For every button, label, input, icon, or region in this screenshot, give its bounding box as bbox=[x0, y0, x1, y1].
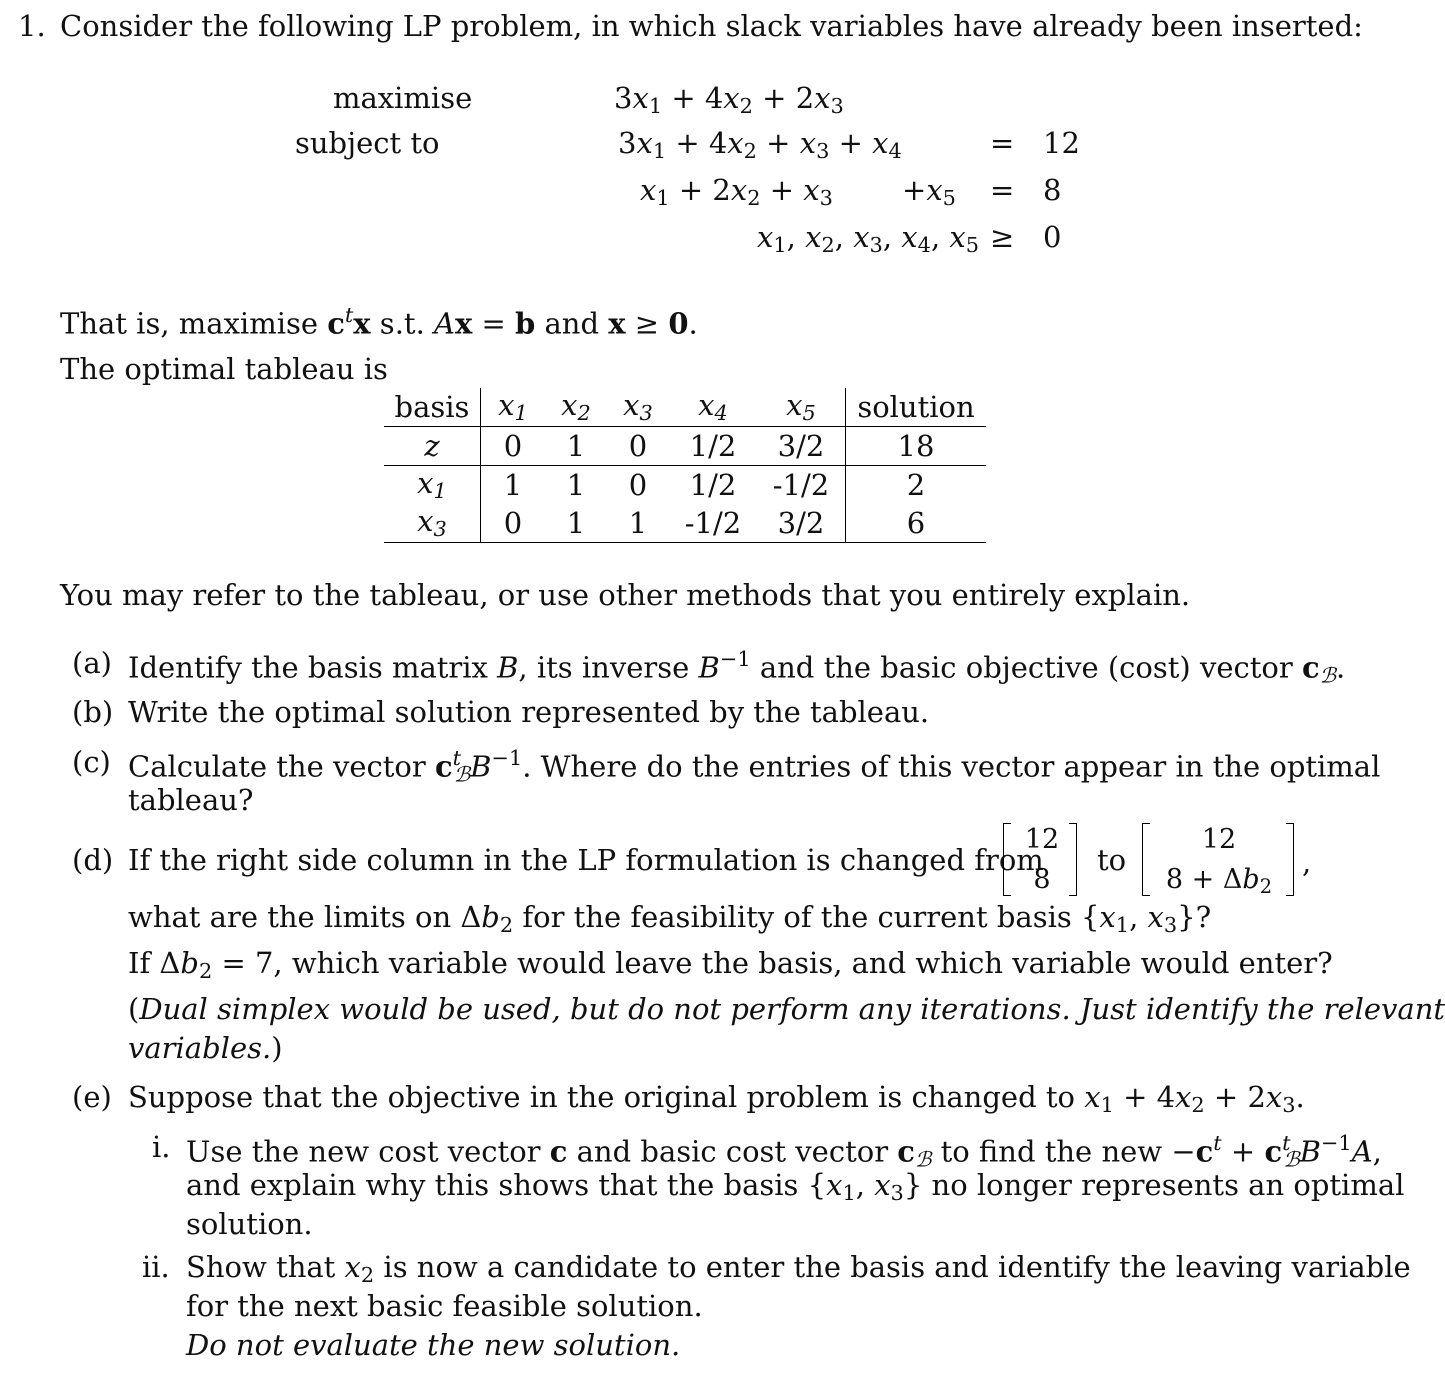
part-c-text: Calculate the vector $c^t_ℬB^{-1}$. Where do the entries of this vector appear in the optimal bbox=[128, 746, 1381, 787]
tableau-header-x1: $x_1$ bbox=[481, 388, 546, 427]
part-e-i-text-line3: solution. bbox=[186, 1207, 313, 1241]
right-bracket bbox=[1069, 823, 1077, 896]
left-bracket bbox=[1003, 823, 1011, 896]
tableau-header-x3: $x_3$ bbox=[607, 388, 669, 427]
constraint-2-rel: = bbox=[990, 173, 1015, 207]
part-e-i-text: Use the new cost vector c and basic cost vector $c_ℬ$ to find the new $-c^t + c^t_ℬB^{-1}A$, bbox=[186, 1131, 1382, 1172]
part-d-label: (d) bbox=[72, 843, 114, 877]
tableau-cell: 0 bbox=[607, 427, 669, 466]
tableau-cell: 2 bbox=[906, 468, 926, 502]
dual-simplex-note-line1: Dual simplex would be used, but do not perform any iterations. Just identify the relevant bbox=[139, 992, 1445, 1026]
part-e-label: (e) bbox=[72, 1080, 112, 1114]
tableau-cell: 0 bbox=[481, 427, 546, 466]
tableau-cell: 1 bbox=[503, 468, 523, 502]
tableau-cell: 6 bbox=[846, 504, 987, 543]
constraint-1-rhs: 12 bbox=[1043, 126, 1080, 160]
part-c-text-line2: tableau? bbox=[128, 783, 254, 817]
tableau-cell: 18 bbox=[846, 427, 987, 466]
question-number: 1. bbox=[18, 9, 46, 43]
part-e-text: Suppose that the objective in the original problem is changed to $x_1 + 4x_2 + 2x_3$. bbox=[128, 1080, 1305, 1118]
part-c-label: (c) bbox=[72, 745, 111, 779]
tableau-header-x4: $x_4$ bbox=[669, 388, 757, 427]
part-a-label: (a) bbox=[72, 646, 112, 680]
constraint-2-rhs: 8 bbox=[1043, 173, 1062, 207]
part-d-text: If the right side column in the LP formulation is changed from bbox=[128, 843, 1044, 877]
tableau-header-solution: solution bbox=[846, 388, 987, 427]
nonnegativity-rel: ≥ bbox=[990, 220, 1015, 254]
part-e-ii-text-line2: for the next basic feasible solution. bbox=[186, 1289, 703, 1323]
part-d-to: to bbox=[1097, 843, 1127, 877]
part-a-text: Identify the basis matrix B, its inverse $B^{-1}$ and the basic objective (cost) vector $c_ℬ$. bbox=[128, 647, 1346, 688]
part-d-text-line3: If $\Delta b_2 = 7$, which variable would leave the basis, and which variable would enter? bbox=[128, 946, 1333, 984]
tableau-cell: 1 bbox=[545, 427, 607, 466]
vector-original-bottom: 8 bbox=[1033, 864, 1051, 895]
constraint-2-slack: $+x_5$ bbox=[902, 173, 956, 211]
tableau-cell: 3/2 bbox=[757, 504, 846, 543]
question-intro: Consider the following LP problem, in which slack variables have already been inserted: bbox=[60, 9, 1363, 43]
vector-new-bottom: $8 + \Delta b_2$ bbox=[1165, 864, 1273, 898]
objective-expression: $3x_1 + 4x_2 + 2x_3$ bbox=[614, 81, 844, 119]
constraint-2-lhs: $x_1 + 2x_2 + x_3$ bbox=[640, 173, 833, 211]
comma: , bbox=[1302, 845, 1312, 879]
left-bracket bbox=[1142, 823, 1150, 896]
part-e-i-text-line2: and explain why this shows that the basis {$x_1$, $x_3$} no longer represents an optimal bbox=[186, 1168, 1405, 1206]
dual-simplex-note: (Dual simplex would be used, but do not perform any iterations. Just identify the relevant bbox=[128, 992, 1445, 1026]
tableau-cell: 0 bbox=[628, 468, 648, 502]
part-b-label: (b) bbox=[72, 695, 114, 729]
tableau-cell: 1/2 bbox=[689, 468, 737, 502]
part-e-ii-note: Do not evaluate the new solution. bbox=[186, 1328, 681, 1362]
simplex-tableau bbox=[384, 388, 986, 543]
tableau-cell: 3/2 bbox=[757, 427, 846, 466]
table-row bbox=[384, 504, 986, 543]
dual-simplex-note-line2-wrap: variables.) bbox=[128, 1031, 283, 1065]
tableau-header-x2: $x_2$ bbox=[545, 388, 607, 427]
part-e-i-label: i. bbox=[152, 1130, 171, 1164]
matrix-form: That is, maximise $c^tx$ s.t. Ax = b and x ≥ 0. bbox=[60, 303, 698, 341]
part-b-text: Write the optimal solution represented by the tableau. bbox=[128, 695, 930, 729]
constraint-1-rel: = bbox=[990, 126, 1015, 160]
dual-simplex-note-line2: variables. bbox=[128, 1031, 272, 1065]
table-row bbox=[384, 427, 986, 466]
maximise-label: maximise bbox=[333, 81, 473, 115]
tableau-cell: 0 bbox=[481, 504, 546, 543]
nonnegativity-rhs: 0 bbox=[1043, 220, 1062, 254]
tableau-basis-cell: $x_1$ bbox=[384, 466, 481, 505]
part-d-text-line2: what are the limits on $\Delta b_2$ for the feasibility of the current basis {$x_1$, $x_3$}? bbox=[128, 900, 1212, 938]
tableau-cell: 1/2 bbox=[669, 427, 757, 466]
tableau-cell: 1 bbox=[566, 468, 586, 502]
right-bracket bbox=[1286, 823, 1294, 896]
optimal-tableau-intro: The optimal tableau is bbox=[60, 352, 388, 386]
part-e-ii-text: Show that $x_2$ is now a candidate to enter the basis and identify the leaving variable bbox=[186, 1250, 1411, 1288]
vector-original-top: 12 bbox=[1024, 824, 1060, 855]
tableau-cell: -1/2 bbox=[669, 504, 757, 543]
tableau-cell: 1 bbox=[545, 504, 607, 543]
nonnegativity-vars: $x_1$, $x_2$, $x_3$, $x_4$, $x_5$ bbox=[757, 220, 980, 258]
constraint-1-lhs: $3x_1 + 4x_2 + x_3 + x_4$ bbox=[618, 126, 902, 164]
tableau-basis-cell: z bbox=[384, 427, 481, 466]
subject-to-label: subject to bbox=[295, 126, 440, 160]
tableau-basis-cell: $x_3$ bbox=[384, 504, 481, 543]
tableau-cell: 1 bbox=[607, 504, 669, 543]
tableau-header-x5: $x_5$ bbox=[757, 388, 846, 427]
refer-text: You may refer to the tableau, or use other methods that you entirely explain. bbox=[60, 578, 1191, 612]
table-row bbox=[384, 466, 986, 505]
part-e-ii-label: ii. bbox=[142, 1250, 170, 1284]
vector-new-top: 12 bbox=[1201, 824, 1237, 855]
tableau-cell: -1/2 bbox=[757, 466, 846, 505]
tableau-header-basis: basis bbox=[384, 388, 481, 427]
